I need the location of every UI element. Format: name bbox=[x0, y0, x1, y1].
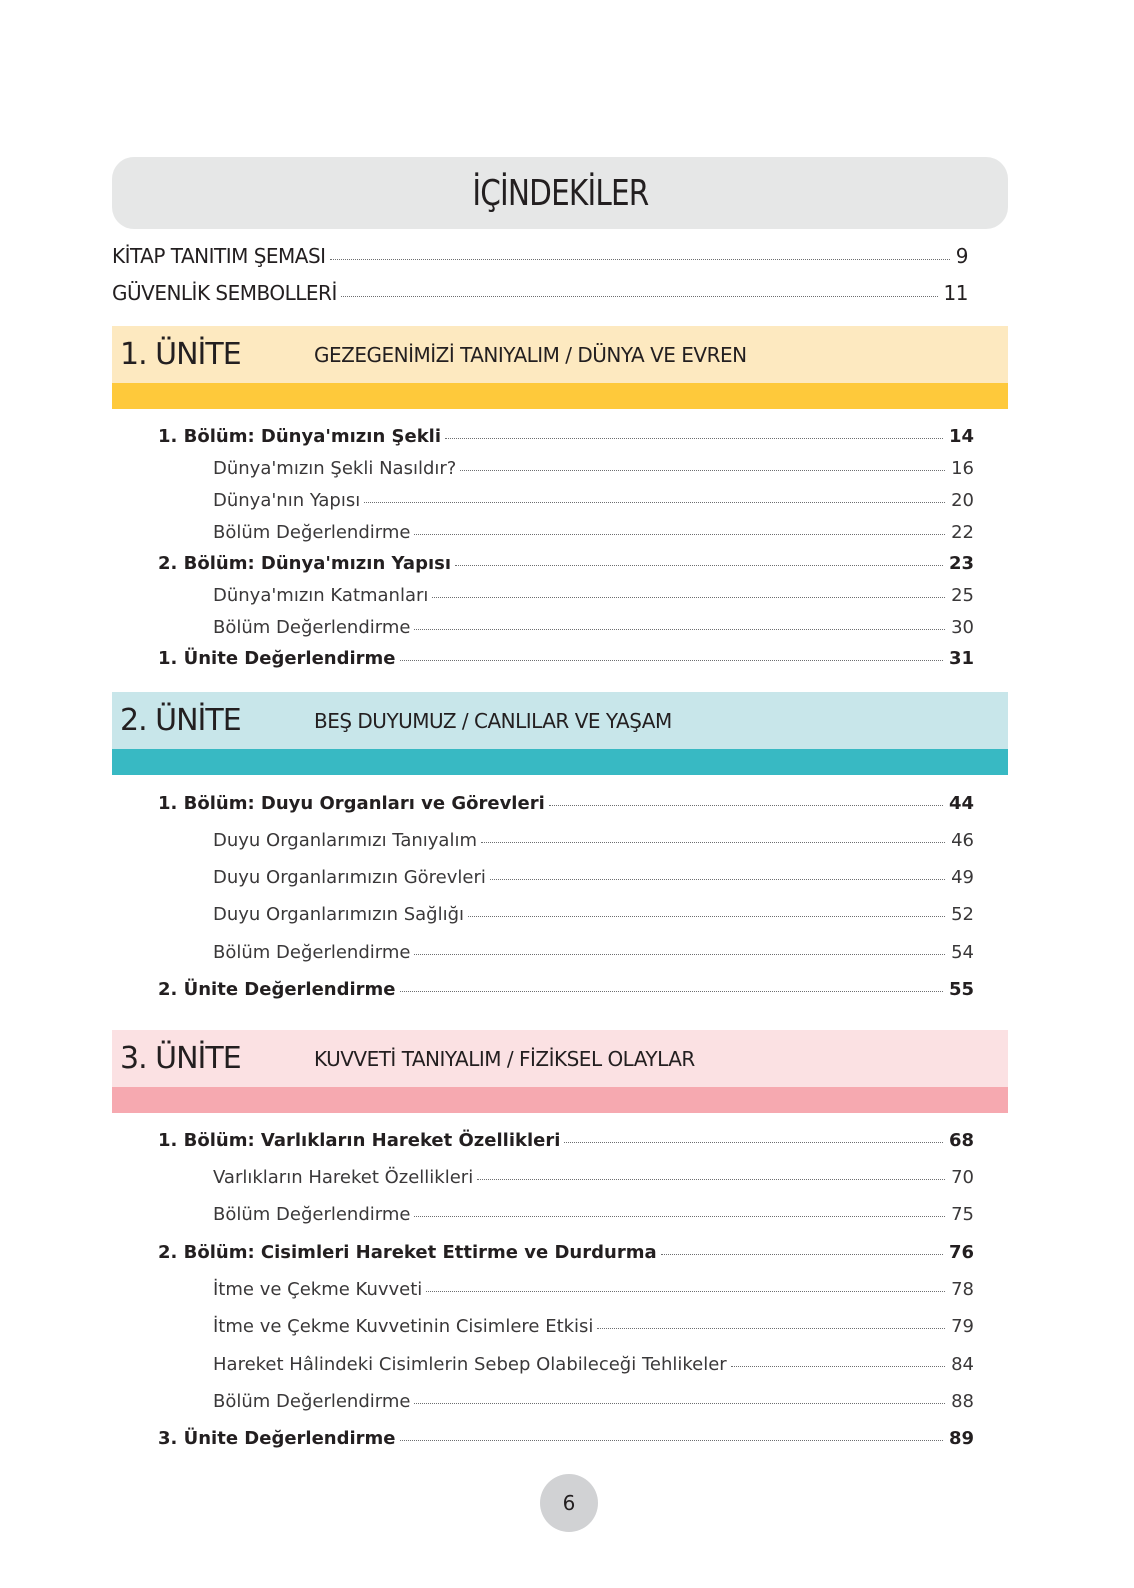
leader-dots bbox=[661, 1253, 943, 1255]
toc-entry-label: 1. Bölüm: Duyu Organları ve Görevleri bbox=[158, 793, 545, 814]
leader-dots bbox=[400, 659, 943, 661]
unit-1-color-bar bbox=[112, 383, 1008, 409]
toc-entry[interactable] bbox=[158, 970, 974, 1000]
leader-dots bbox=[364, 501, 945, 503]
unit-2-header bbox=[112, 692, 1008, 749]
toc-entry-label: Dünya'mızın Katmanları bbox=[213, 585, 429, 606]
toc-entry-label: Dünya'nın Yapısı bbox=[213, 490, 361, 511]
toc-entry[interactable] bbox=[213, 576, 974, 606]
toc-entry-label: Duyu Organlarımızı Tanıyalım bbox=[213, 830, 477, 851]
toc-entry[interactable] bbox=[158, 784, 974, 814]
toc-entry[interactable] bbox=[213, 1382, 974, 1412]
leader-dots bbox=[400, 1439, 943, 1441]
unit-3-header bbox=[112, 1030, 1008, 1087]
toc-entry-page: 54 bbox=[951, 942, 974, 963]
toc-entry[interactable] bbox=[158, 1233, 974, 1263]
leader-dots bbox=[468, 915, 945, 917]
leader-dots bbox=[564, 1141, 943, 1143]
leader-dots bbox=[481, 841, 945, 843]
unit-title: KUVVETİ TANIYALIM / FİZİKSEL OLAYLAR bbox=[314, 1046, 695, 1071]
toc-entry[interactable] bbox=[158, 1121, 974, 1151]
toc-entry[interactable] bbox=[213, 1307, 974, 1337]
leader-dots bbox=[455, 564, 943, 566]
toc-entry-page: 55 bbox=[948, 979, 974, 1000]
toc-entry-page: 16 bbox=[951, 458, 974, 479]
unit-3-color-bar bbox=[112, 1087, 1008, 1113]
toc-entry-page: 84 bbox=[951, 1354, 974, 1375]
toc-entry-page: 22 bbox=[951, 522, 974, 543]
toc-entry-label: Duyu Organlarımızın Görevleri bbox=[213, 867, 486, 888]
toc-entry-page: 46 bbox=[951, 830, 974, 851]
unit-1-header bbox=[112, 326, 1008, 383]
leader-dots bbox=[460, 469, 945, 471]
toc-entry[interactable] bbox=[213, 608, 974, 638]
toc-entry-page: 14 bbox=[948, 426, 974, 447]
leader-dots bbox=[477, 1178, 945, 1180]
toc-entry[interactable] bbox=[213, 1270, 974, 1300]
toc-entry[interactable] bbox=[213, 821, 974, 851]
toc-entry[interactable] bbox=[213, 895, 974, 925]
page-title-box bbox=[112, 157, 1008, 229]
toc-entry-page: 89 bbox=[948, 1428, 974, 1449]
toc-entry-label: 2. Ünite Değerlendirme bbox=[158, 979, 396, 1000]
unit-2-color-bar bbox=[112, 749, 1008, 775]
toc-entry-page: 25 bbox=[951, 585, 974, 606]
toc-entry[interactable] bbox=[213, 513, 974, 543]
toc-entry-page: 9 bbox=[955, 244, 968, 268]
toc-entry-label: KİTAP TANITIM ŞEMASI bbox=[112, 244, 326, 268]
leader-dots bbox=[414, 953, 945, 955]
leader-dots bbox=[400, 990, 943, 992]
toc-entry-page: 78 bbox=[951, 1279, 974, 1300]
toc-entry-page: 49 bbox=[951, 867, 974, 888]
toc-entry-page: 11 bbox=[943, 281, 968, 305]
leader-dots bbox=[432, 596, 945, 598]
toc-entry-page: 44 bbox=[948, 793, 974, 814]
toc-entry-label: 3. Ünite Değerlendirme bbox=[158, 1428, 396, 1449]
page-number: 6 bbox=[562, 1491, 576, 1515]
unit-title: GEZEGENİMİZİ TANIYALIM / DÜNYA VE EVREN bbox=[314, 342, 747, 367]
toc-entry-label: GÜVENLİK SEMBOLLERİ bbox=[112, 281, 337, 305]
toc-entry-label: 2. Bölüm: Dünya'mızın Yapısı bbox=[158, 553, 452, 574]
unit-number: 1. ÜNİTE bbox=[120, 337, 241, 372]
toc-entry-label: Bölüm Değerlendirme bbox=[213, 1391, 411, 1412]
toc-entry-front[interactable] bbox=[112, 275, 968, 305]
toc-entry-label: Bölüm Değerlendirme bbox=[213, 942, 411, 963]
toc-entry[interactable] bbox=[213, 933, 974, 963]
toc-entry-page: 30 bbox=[951, 617, 974, 638]
toc-entry[interactable] bbox=[158, 639, 974, 669]
toc-entry-page: 52 bbox=[951, 904, 974, 925]
leader-dots bbox=[330, 258, 950, 260]
toc-entry-label: Bölüm Değerlendirme bbox=[213, 1204, 411, 1225]
toc-entry-label: Bölüm Değerlendirme bbox=[213, 617, 411, 638]
toc-entry-page: 75 bbox=[951, 1204, 974, 1225]
toc-entry-label: 2. Bölüm: Cisimleri Hareket Ettirme ve Durdurma bbox=[158, 1242, 657, 1263]
toc-entry-label: 1. Bölüm: Dünya'mızın Şekli bbox=[158, 426, 442, 447]
toc-entry[interactable] bbox=[158, 417, 974, 447]
toc-entry[interactable] bbox=[158, 1419, 974, 1449]
toc-entry-page: 68 bbox=[948, 1130, 974, 1151]
leader-dots bbox=[731, 1365, 945, 1367]
toc-entry[interactable] bbox=[213, 1158, 974, 1188]
leader-dots bbox=[490, 878, 945, 880]
toc-entry-page: 70 bbox=[951, 1167, 974, 1188]
unit-number: 3. ÜNİTE bbox=[120, 1041, 241, 1076]
leader-dots bbox=[414, 533, 945, 535]
toc-entry-front[interactable] bbox=[112, 238, 968, 268]
leader-dots bbox=[414, 1215, 945, 1217]
leader-dots bbox=[341, 295, 938, 297]
leader-dots bbox=[426, 1290, 945, 1292]
leader-dots bbox=[549, 804, 943, 806]
toc-entry[interactable] bbox=[158, 544, 974, 574]
toc-entry[interactable] bbox=[213, 1195, 974, 1225]
toc-entry-page: 88 bbox=[951, 1391, 974, 1412]
toc-entry-label: Dünya'mızın Şekli Nasıldır? bbox=[213, 458, 457, 479]
toc-entry-label: Varlıkların Hareket Özellikleri bbox=[213, 1167, 474, 1188]
leader-dots bbox=[414, 1402, 945, 1404]
toc-entry-page: 20 bbox=[951, 490, 974, 511]
unit-title: BEŞ DUYUMUZ / CANLILAR VE YAŞAM bbox=[314, 708, 672, 733]
leader-dots bbox=[414, 628, 945, 630]
leader-dots bbox=[445, 437, 943, 439]
leader-dots bbox=[597, 1327, 945, 1329]
toc-entry-label: Duyu Organlarımızın Sağlığı bbox=[213, 904, 465, 925]
toc-entry[interactable] bbox=[213, 1345, 974, 1375]
toc-entry[interactable] bbox=[213, 449, 974, 479]
unit-number: 2. ÜNİTE bbox=[120, 703, 241, 738]
toc-entry[interactable] bbox=[213, 481, 974, 511]
toc-entry-page: 79 bbox=[951, 1316, 974, 1337]
toc-entry-page: 31 bbox=[948, 648, 974, 669]
toc-entry-page: 76 bbox=[948, 1242, 974, 1263]
toc-entry-label: İtme ve Çekme Kuvvetinin Cisimlere Etkisi bbox=[213, 1316, 594, 1337]
page-number-badge bbox=[540, 1474, 598, 1532]
toc-entry-label: 1. Ünite Değerlendirme bbox=[158, 648, 396, 669]
toc-entry[interactable] bbox=[213, 858, 974, 888]
toc-entry-label: Bölüm Değerlendirme bbox=[213, 522, 411, 543]
page-title: İÇİNDEKİLER bbox=[471, 172, 649, 214]
toc-entry-label: İtme ve Çekme Kuvveti bbox=[213, 1279, 423, 1300]
toc-entry-page: 23 bbox=[948, 553, 974, 574]
toc-entry-label: 1. Bölüm: Varlıkların Hareket Özellikleri bbox=[158, 1130, 561, 1151]
toc-entry-label: Hareket Hâlindeki Cisimlerin Sebep Olabileceği Tehlikeler bbox=[213, 1354, 727, 1375]
